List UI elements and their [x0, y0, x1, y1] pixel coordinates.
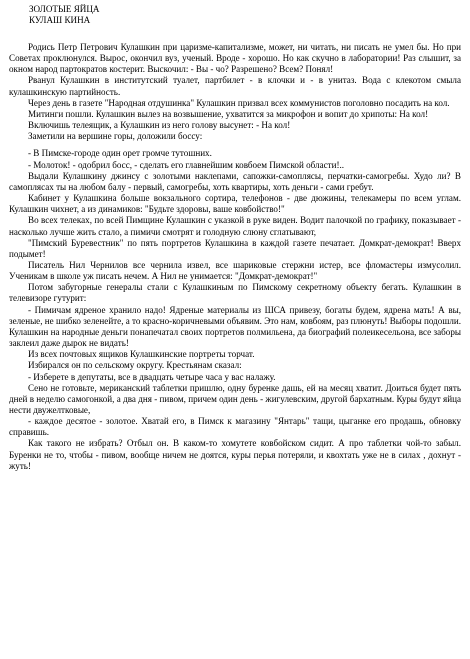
- story-title: ЗОЛОТЫЕ ЯЙЦА: [29, 4, 100, 14]
- dialogue-line-2: - Молоток! - одобрил босс, - сделать его главнейшим ковбоем Пимской области!..: [28, 159, 345, 170]
- dialogue-line-1: - В Пимске-городе один орет громче тутошних.: [28, 148, 212, 159]
- dialogue-line-4: - Изберете в депутаты, все в двадцать четыре часа у вас налажу.: [28, 371, 276, 382]
- paragraph-1: Родись Петр Петрович Кулашкин при царизме-капитализме, может, ни читать, ни писать не умел бы. Но при Советах проклюнулся. Вырос, окончил вуз, ученый. Вроде - хорошо. Но как скучно в лаборатории! Раз слышит, за окном народ партократов костерит. Выскочил: - Вы - чо? Разрешено? Всем? Понял!: [9, 42, 461, 75]
- paragraph-2: Рванул Кулашкин в институтский туалет, партбилет - в клочки и - в унитаз. Вода с клекотом смыла кулашкинскую партийность.: [9, 75, 461, 97]
- dialogue-line-3: - Пимичам ядреное хранило надо! Ядреные материалы из ШСА привезу, богаты будем, ядрена мать! А вы, зеленые, не шибко зеленейте, а то красно-коричневыми объявим. Это нам, ковбоям, раз плюнуть! Выборы подошли. Кулашкин на народные деньги понапечатал своих портретов полмильена, да биографий полеикесельона, все заборы заклеил даже дырок не видать!: [9, 304, 461, 349]
- paragraph-5: Включишь телеящик, а Кулашкин из него голову высунет: - На кол!: [28, 120, 291, 131]
- author-name: КУЛАШ КИНА: [29, 15, 91, 25]
- paragraph-10: Кабинет у Кулашкина больше вокзального сортира, телефонов - две дюжины, телекамеры по всем углам. Кулашкин чихнет, а из динамиков: "Будьте здоровы, ваше ковбойство!": [9, 193, 461, 215]
- paragraph-14: Потом забугорные генералы стали с Кулашкиным по Пимскому секретному объекту бегать. Кулашкин в телевизоре гутурит:: [9, 282, 461, 304]
- paragraph-13: Писатель Нил Чернилов все чернила извел, все шариковые стержни истер, все фломастеры измусолил. Ученикам в школе уж писать нечем. А Нил не унимается: "Домкрат-демократ!": [9, 259, 461, 282]
- paragraph-4: Митинги пошли. Кулашкин вылез на возвышение, ухватится за микрофон и вопит до хрипоты: На кол!: [28, 108, 429, 119]
- paragraph-6: Заметили на вершине горы, доложили боссу:: [28, 131, 203, 142]
- paragraph-12: "Пимский Буревестник" по пять портретов Кулашкина в каждой газете печатает. Домкрат-демократ! Вверх подымет!: [9, 237, 461, 259]
- dialogue-line-5: - каждое десятое - золотое. Хватай его, в Пимск к магазину "Янтарь" тащи, цыганке его продашь, обновку справишь.: [9, 416, 461, 438]
- paragraph-21: Как такого не избрать? Отбыл он. В каком-то хомутете ковбойском сидит. А про таблетки чой-то забыл. Буренки не то, чтобы - пивом, вообще ничем не доятся, куры перья потеряли, и квохтать уже не в силах , дохнут - жуть!: [9, 438, 461, 471]
- paragraph-9: Выдали Кулашкину джинсу с золотыми наклепами, сапожки-самоплясы, перчатки-самогребы. Худо ли? В самоплясах ты на любом балу - первый, самогребы, хоть квартиры, хоть деньги - сами гребут.: [9, 170, 461, 192]
- paragraph-16: Из всех почтовых ящиков Кулашкинские портреты торчат.: [28, 349, 255, 360]
- title-block: [29, 4, 461, 26]
- paragraph-17: Избирался он по сельскому округу. Крестьянам сказал:: [28, 360, 242, 371]
- paragraph-3: Через день в газете "Народная отдушинка" Кулашкин призвал всех коммунистов поголовно посадить на кол.: [28, 97, 450, 108]
- paragraph-19: Сено не готовьте, мериканский таблетки пришлю, одну буренке дашь, ей на месяц хватит. Доиться будет пять дней в неделю самогонкой, а два дня - пивом, причем один день - жигулевским, другой бархатным. Куры будут яйца нести двужелтковые,: [9, 382, 461, 415]
- paragraph-11: Во всех телеках, по всей Пимщине Кулашкин с указкой в руке виден. Водит палочкой по графику, показывает - насколько лучше жить стало, а пимичи смотрят и голодную слюну сглатывают,: [9, 215, 461, 237]
